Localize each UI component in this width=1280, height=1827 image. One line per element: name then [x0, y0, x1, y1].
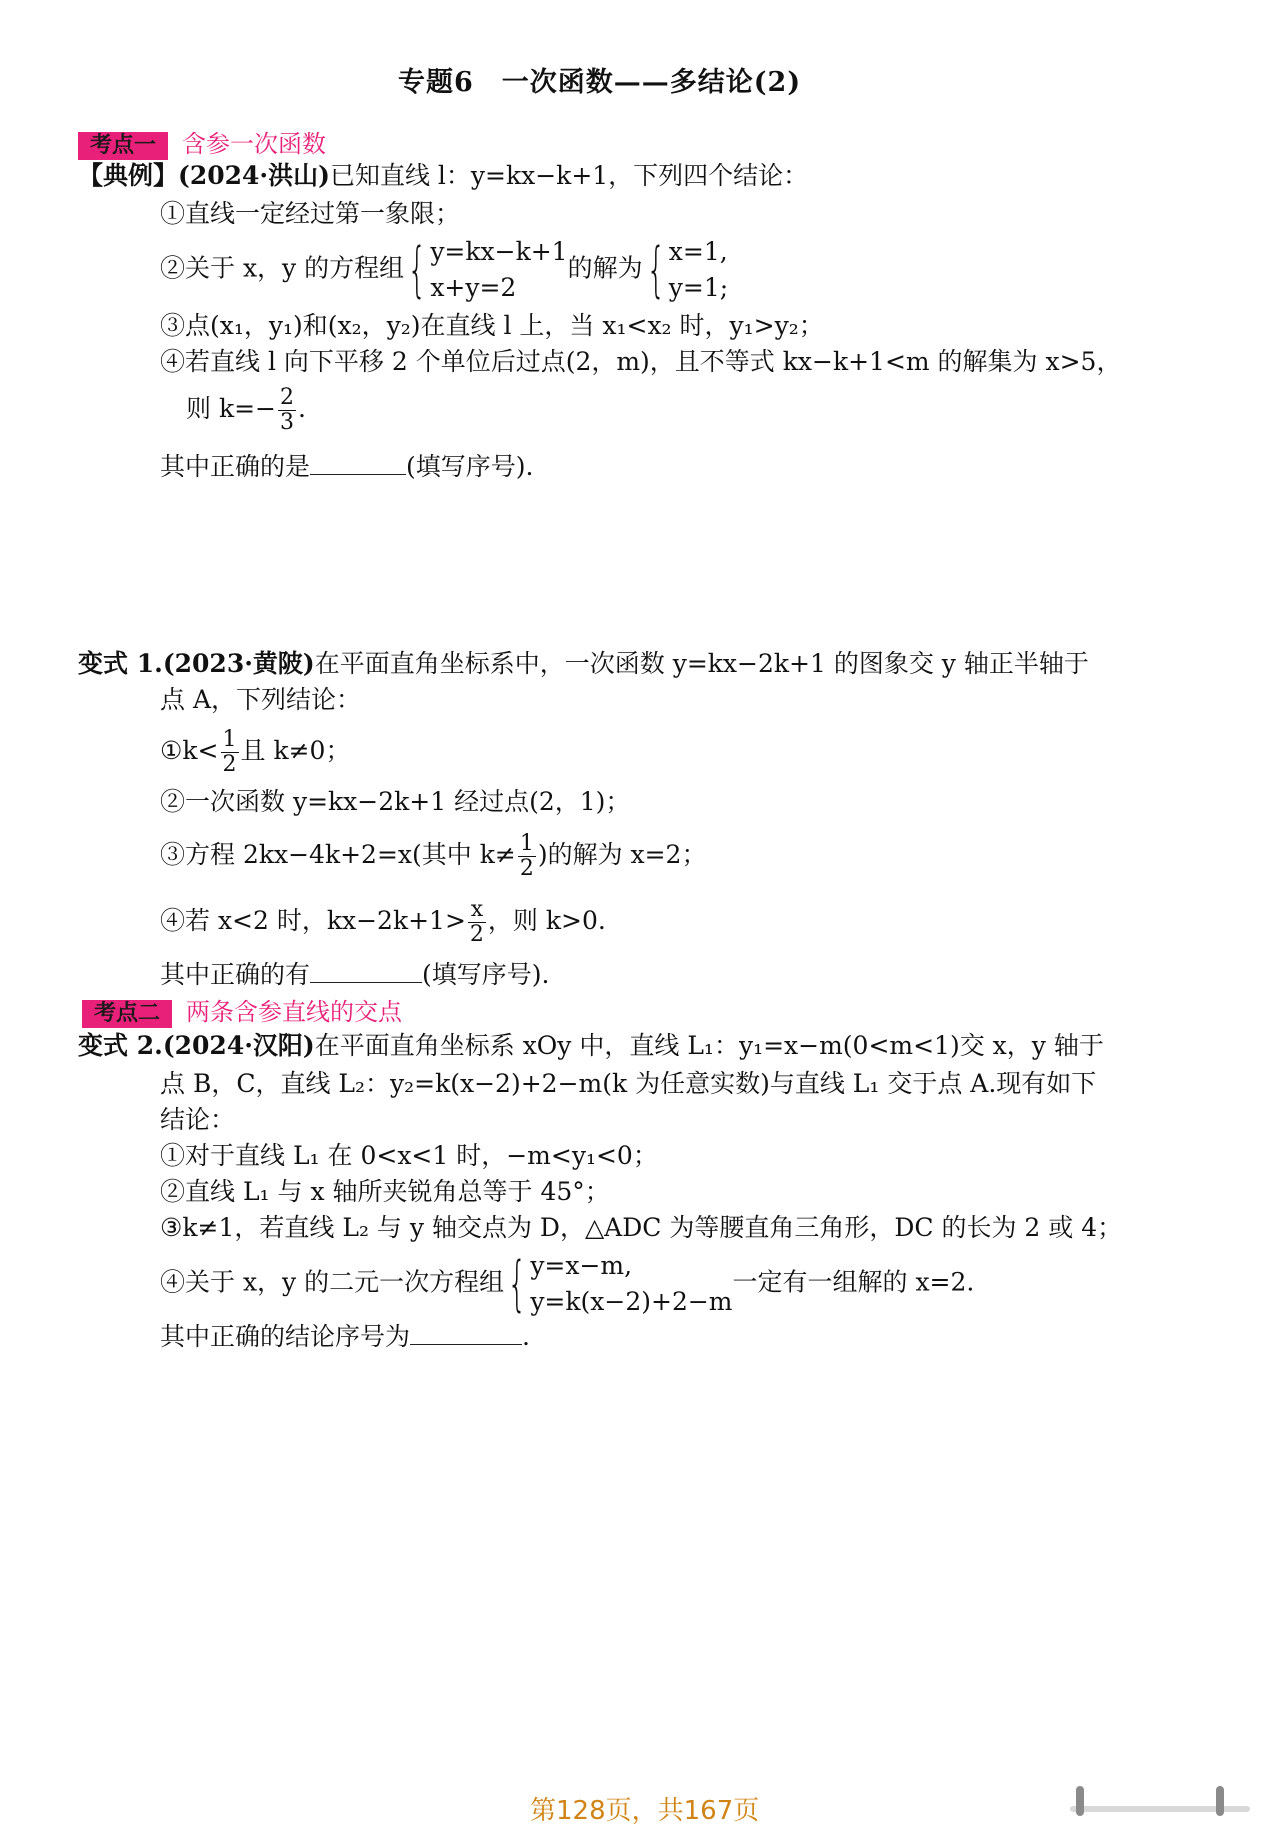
c2-prefix: ②关于 x，y 的方程组: [160, 253, 405, 283]
variant2-source: (2024·汉阳): [162, 1031, 315, 1060]
fraction: [468, 898, 486, 947]
variant2-conclusion-1: ①对于直线 L₁ 在 0<x<1 时，−m<y₁<0；: [160, 1141, 658, 1170]
equation-system: [430, 234, 567, 306]
answer-blank[interactable]: [310, 450, 406, 475]
c4-prefix: ④关于 x，y 的二元一次方程组: [160, 1267, 505, 1297]
c4-prefix: ④若 x<2 时，kx−2k+1>: [160, 906, 466, 935]
question-prefix: 其中正确的结论序号为: [160, 1322, 411, 1351]
page-indicator: 第128页，共167页: [530, 1796, 760, 1826]
variant1-conclusion-3: [160, 832, 706, 881]
left-brace-icon: {: [507, 1249, 527, 1319]
variant2-conclusion-2: ②直线 L₁ 与 x 轴所夹锐角总等于 45°；: [160, 1177, 610, 1206]
section-tag: 考点一: [78, 132, 168, 160]
variant1-conclusion-1: [160, 728, 350, 777]
c3-prefix: ③方程 2kx−4k+2=x(其中 k≠: [160, 840, 516, 869]
section-title: 两条含参直线的交点: [186, 998, 403, 1026]
fraction: [278, 386, 296, 435]
scroll-handle-left[interactable]: [1076, 1786, 1084, 1816]
variant1-label: 变式 1.: [78, 649, 163, 678]
question-suffix: (填写序号).: [406, 452, 534, 481]
question-prefix: 其中正确的有: [160, 960, 311, 989]
example-conclusion-2: [160, 234, 728, 306]
fraction-denominator: 2: [519, 856, 534, 881]
example-stem: 已知直线 l：y=kx−k+1，下列四个结论：: [329, 161, 809, 190]
fraction-numerator: 1: [519, 831, 534, 856]
fraction-numerator: 1: [222, 727, 237, 752]
section-header-2: [82, 992, 402, 1028]
system-eq-1: y=kx−k+1: [430, 237, 568, 266]
example-conclusion-3: ③点(x₁，y₁)和(x₂，y₂)在直线 l 上，当 x₁<x₂ 时，y₁>y₂；: [160, 311, 824, 340]
fraction-numerator: 2: [280, 385, 294, 410]
example-conclusion-4: ④若直线 l 向下平移 2 个单位后过点(2，m)，且不等式 kx−k+1<m 的解集为 x>5，: [160, 347, 1122, 376]
c1-suffix: 且 k≠0；: [240, 736, 351, 765]
variant1-stem-2: 点 A，下列结论：: [160, 685, 362, 714]
section-title: 含参一次函数: [182, 130, 327, 158]
variant2-conclusion-3: ③k≠1，若直线 L₂ 与 y 轴交点为 D，△ADC 为等腰直角三角形，DC 的长为 2 或 4；: [160, 1213, 1123, 1242]
variant2-conclusion-4: [160, 1248, 974, 1320]
page-title: 专题6 一次函数——多结论(2): [398, 67, 802, 98]
example-conclusion-4b: [186, 386, 306, 435]
section-tag: 考点二: [82, 1000, 172, 1028]
example-question: [160, 450, 533, 483]
variant2-stem-line: [78, 1030, 1104, 1062]
solution-system: [669, 234, 728, 306]
example-label: 【典例】: [78, 161, 179, 190]
example-source: (2024·洪山): [178, 161, 330, 190]
fraction-denominator: 2: [222, 752, 237, 777]
fraction: [221, 728, 239, 777]
solution-2: y=1;: [668, 273, 729, 302]
variant1-conclusion-4: [160, 898, 606, 947]
variant2-question: [160, 1320, 530, 1353]
left-brace-icon: {: [407, 235, 427, 305]
c2-middle: 的解为: [567, 253, 643, 283]
scroll-handle-right[interactable]: [1216, 1786, 1224, 1816]
variant2-stem-2: 点 B，C，直线 L₂：y₂=k(x−2)+2−m(k 为任意实数)与直线 L₁ 交于点 A.现有如下: [160, 1069, 1097, 1098]
answer-blank[interactable]: [410, 1320, 522, 1345]
question-prefix: 其中正确的是: [160, 452, 311, 481]
c4-suffix: 一定有一组解的 x=2.: [732, 1267, 975, 1297]
example-stem-line: [78, 160, 808, 192]
equation-system: [530, 1248, 732, 1320]
c3-suffix: )的解为 x=2；: [537, 840, 707, 869]
question-suffix: .: [522, 1322, 530, 1351]
fraction-denominator: 3: [280, 410, 294, 435]
c1-prefix: ①k<: [160, 736, 219, 765]
left-brace-icon: {: [646, 235, 666, 305]
system-eq-2: x+y=2: [430, 273, 517, 302]
variant1-stem: 在平面直角坐标系中，一次函数 y=kx−2k+1 的图象交 y 轴正半轴于: [314, 649, 1089, 678]
c4b-suffix: .: [298, 394, 306, 423]
variant1-conclusion-2: ②一次函数 y=kx−2k+1 经过点(2，1)；: [160, 787, 631, 816]
system-eq-1: y=x−m,: [530, 1251, 633, 1280]
variant2-label: 变式 2.: [78, 1031, 163, 1060]
solution-1: x=1,: [668, 237, 728, 266]
answer-blank[interactable]: [310, 958, 422, 983]
variant1-stem-line: [78, 648, 1089, 680]
variant1-source: (2023·黄陂): [162, 649, 315, 678]
system-eq-2: y=k(x−2)+2−m: [530, 1287, 733, 1316]
variant1-question: [160, 958, 549, 991]
c4b-prefix: 则 k=−: [186, 394, 276, 423]
c4-suffix: ，则 k>0.: [487, 906, 606, 935]
variant2-stem-3: 结论：: [160, 1105, 236, 1134]
fraction-denominator: 2: [469, 922, 484, 947]
question-suffix: (填写序号).: [422, 960, 550, 989]
fraction-numerator: x: [468, 898, 486, 923]
fraction: [518, 832, 536, 881]
section-header-1: [78, 124, 326, 160]
variant2-stem: 在平面直角坐标系 xOy 中，直线 L₁：y₁=x−m(0<m<1)交 x，y 轴于: [314, 1031, 1104, 1060]
example-conclusion-1: ①直线一定经过第一象限；: [160, 199, 461, 228]
